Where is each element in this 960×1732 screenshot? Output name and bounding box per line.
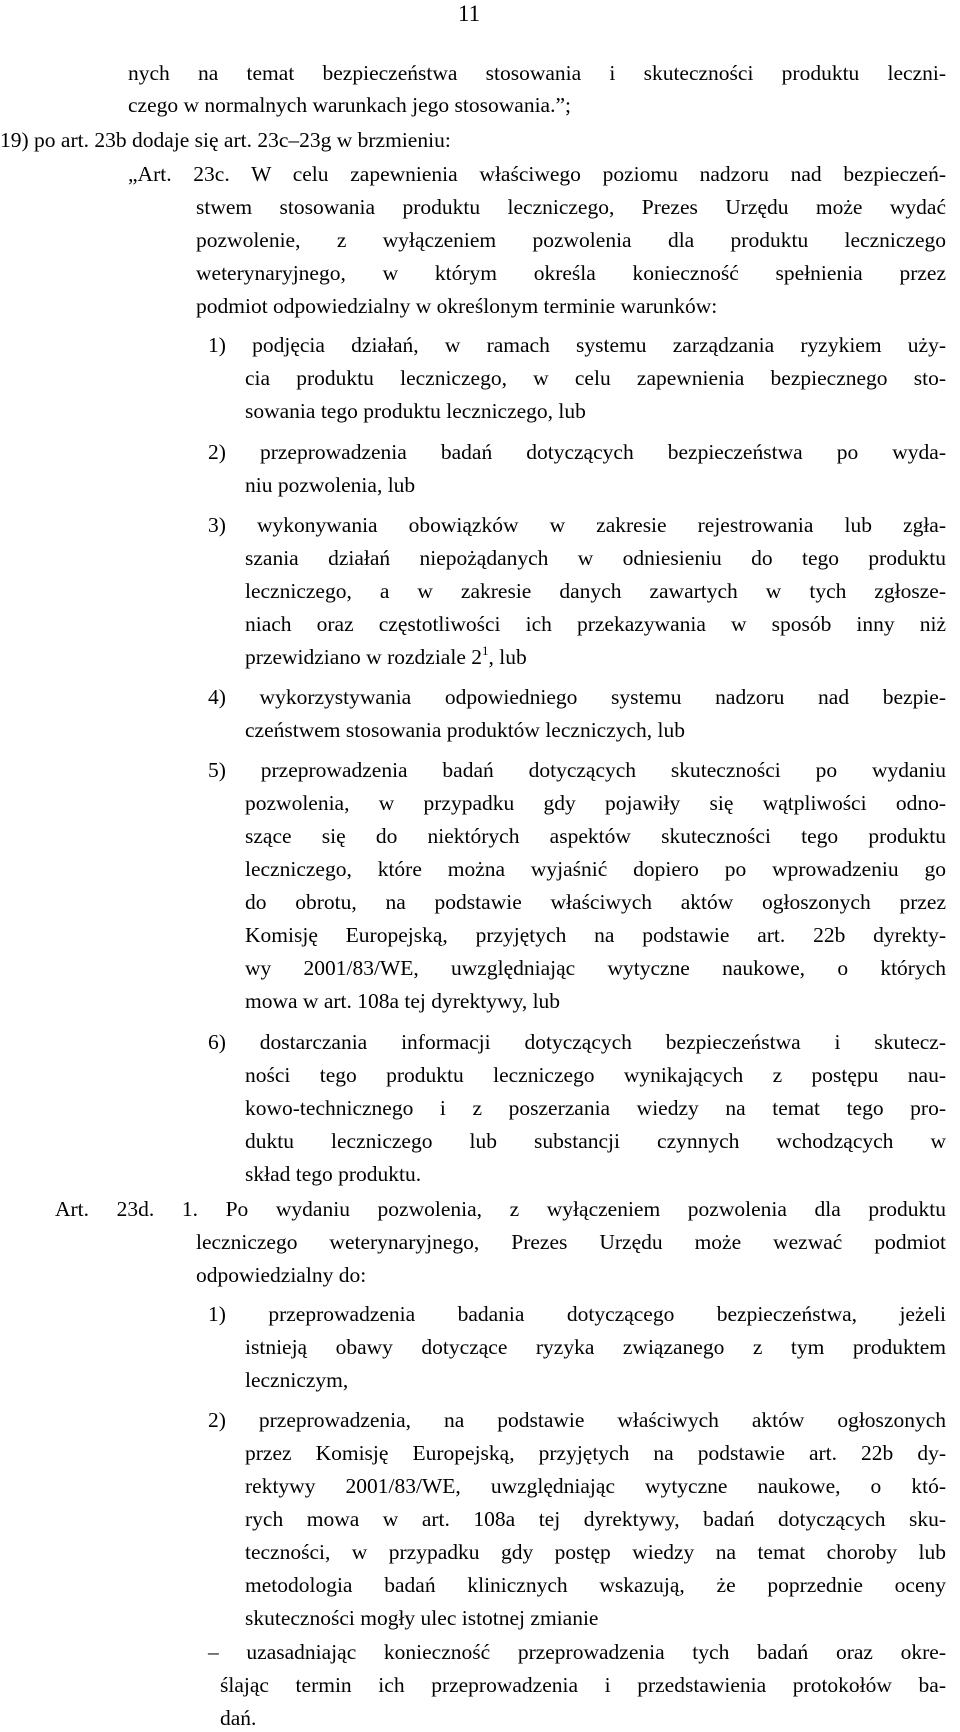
article-lead-line: „Art. 23c. W celu zapewnienia właściwego poziomu nadzoru nad bezpieczeń- [128, 162, 946, 186]
text-segment: , lub [488, 645, 527, 669]
text-line: duktu leczniczego lub substancji czynnych wchodzących w [245, 1129, 946, 1153]
text-segment: przewidziano w rozdziale 2 [245, 645, 482, 669]
text-line: ności tego produktu leczniczego wynikających z postępu nau- [245, 1063, 946, 1087]
text-line: sowania tego produktu leczniczego, lub [245, 399, 586, 423]
text-line: odpowiedzialny do: [196, 1263, 367, 1287]
text-line: 6) dostarczania informacji dotyczących bezpieczeństwa i skutecz- [208, 1030, 946, 1054]
text-line: 5) przeprowadzenia badań dotyczących skuteczności po wydaniu [208, 758, 946, 782]
text-line: leczniczym, [245, 1368, 349, 1392]
text-line: rych mowa w art. 108a tej dyrektywy, badań dotyczących sku- [245, 1507, 946, 1531]
text-line: 2) przeprowadzenia badań dotyczących bezpieczeństwa po wyda- [208, 440, 946, 464]
text-line [245, 643, 527, 671]
text-line: pozwolenie, z wyłączeniem pozwolenia dla produktu leczniczego [196, 228, 946, 252]
text-line: dań. [220, 1706, 257, 1730]
text-line: metodologia badań klinicznych wskazują, że poprzednie oceny [245, 1573, 946, 1597]
text-line: do obrotu, na podstawie właściwych aktów ogłoszonych przez [245, 890, 946, 914]
text-line: czego w normalnych warunkach jego stosowania.”; [128, 93, 571, 117]
text-line: – uzasadniając konieczność przeprowadzenia tych badań oraz okre- [208, 1640, 946, 1664]
text-line: leczniczego weterynaryjnego, Prezes Urzędu może wezwać podmiot [196, 1230, 946, 1254]
text-line: 2) przeprowadzenia, na podstawie właściwych aktów ogłoszonych [208, 1408, 946, 1432]
text-line: weterynaryjnego, w którym określa konieczność spełnienia przez [196, 261, 946, 285]
text-line: cia produktu leczniczego, w celu zapewnienia bezpiecznego sto- [245, 366, 946, 390]
page-number: 11 [458, 1, 481, 26]
amendment-item-19: 19) po art. 23b dodaje się art. 23c–23g w brzmieniu: [0, 128, 451, 152]
text-line: niu pozwolenia, lub [245, 473, 416, 497]
text-line: pozwolenia, w przypadku gdy pojawiły się wątpliwości odno- [245, 791, 946, 815]
text-line: Komisję Europejską, przyjętych na podstawie art. 22b dyrekty- [245, 923, 946, 947]
text-line: istnieją obawy dotyczące ryzyka związanego z tym produktem [245, 1335, 946, 1359]
text-line: niach oraz częstotliwości ich przekazywania w sposób inny niż [245, 612, 946, 636]
text-line: szące się do niektórych aspektów skuteczności tego produktu [245, 824, 946, 848]
text-line: teczności, w przypadku gdy postęp wiedzy na temat choroby lub [245, 1540, 946, 1564]
text-line: czeństwem stosowania produktów leczniczych, lub [245, 718, 686, 742]
text-line: stwem stosowania produktu leczniczego, Prezes Urzędu może wydać [196, 195, 946, 219]
text-line: nych na temat bezpieczeństwa stosowania i skuteczności produktu leczni- [128, 61, 946, 85]
text-line: skuteczności mogły ulec istotnej zmianie [245, 1606, 599, 1630]
text-line: szania działań niepożądanych w odniesieniu do tego produktu [245, 546, 946, 570]
superscript: 1 [481, 643, 489, 658]
text-line: skład tego produktu. [245, 1162, 422, 1186]
text-line: rektywy 2001/83/WE, uwzględniając wytyczne naukowe, o któ- [245, 1474, 946, 1498]
text-line: kowo-technicznego i z poszerzania wiedzy na temat tego pro- [245, 1096, 946, 1120]
text-line: podmiot odpowiedzialny w określonym terminie warunków: [196, 294, 718, 318]
article-lead-line: Art. 23d. 1. Po wydaniu pozwolenia, z wyłączeniem pozwolenia dla produktu [55, 1197, 946, 1221]
text-line: 3) wykonywania obowiązków w zakresie rejestrowania lub zgła- [208, 513, 946, 537]
text-line: wy 2001/83/WE, uwzględniając wytyczne naukowe, o których [245, 956, 946, 980]
text-line: leczniczego, które można wyjaśnić dopiero po wprowadzeniu go [245, 857, 946, 881]
text-line: 1) podjęcia działań, w ramach systemu zarządzania ryzykiem uży- [208, 333, 946, 357]
text-line: leczniczego, a w zakresie danych zawartych w tych zgłosze- [245, 579, 946, 603]
text-line: przez Komisję Europejską, przyjętych na podstawie art. 22b dy- [245, 1441, 946, 1465]
text-line: 4) wykorzystywania odpowiedniego systemu nadzoru nad bezpie- [208, 685, 946, 709]
text-line: ślając termin ich przeprowadzenia i przedstawienia protokołów ba- [220, 1673, 946, 1697]
text-line: mowa w art. 108a tej dyrektywy, lub [245, 989, 561, 1013]
text-line: 1) przeprowadzenia badania dotyczącego bezpieczeństwa, jeżeli [208, 1302, 946, 1326]
